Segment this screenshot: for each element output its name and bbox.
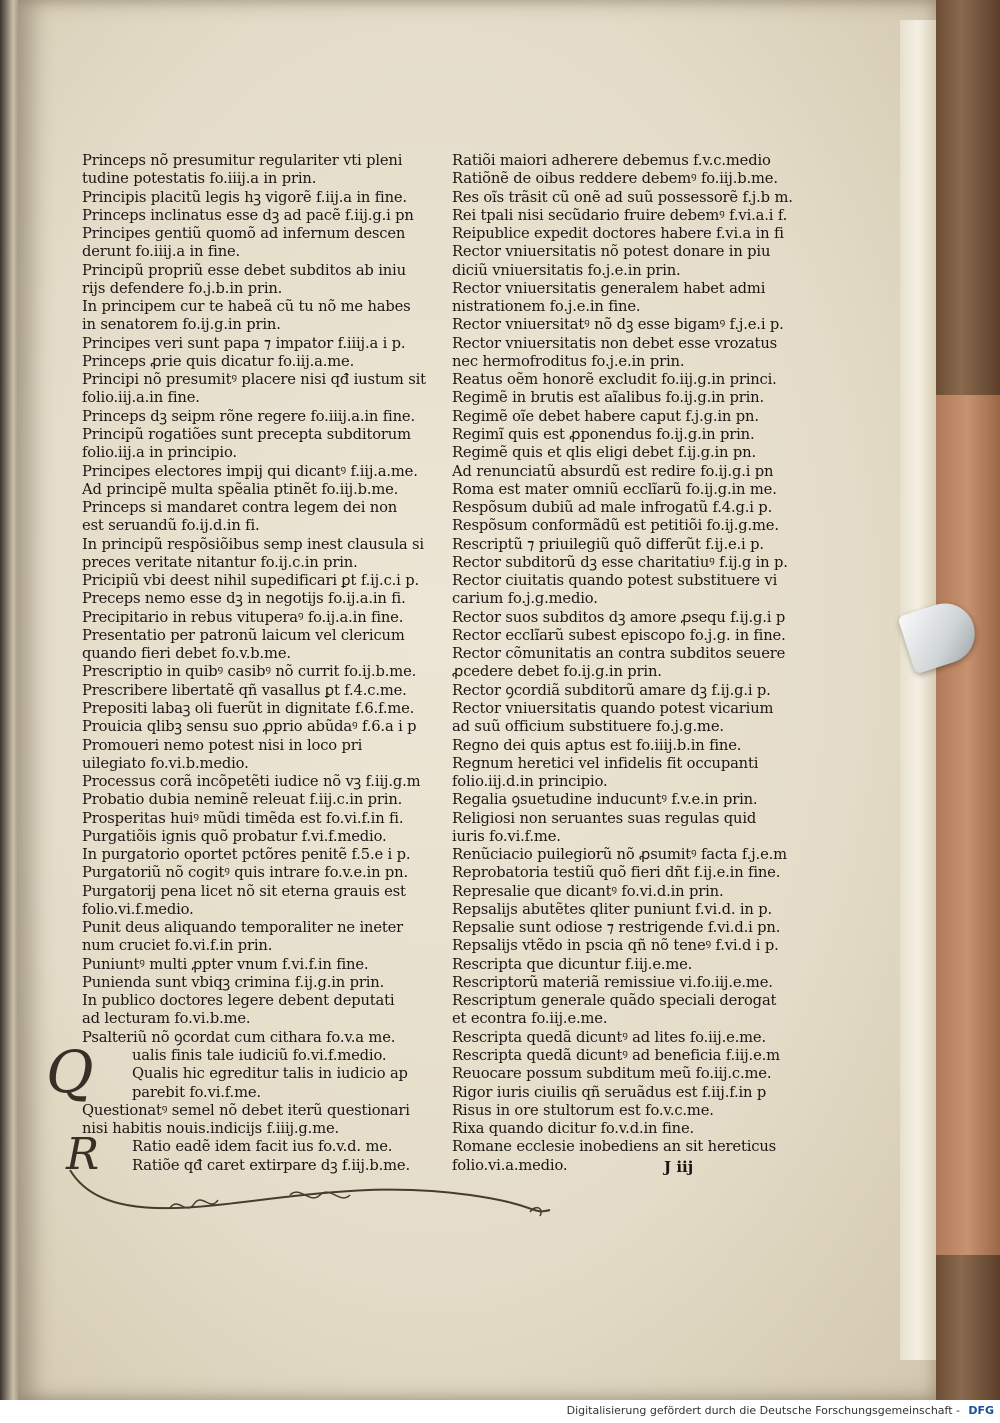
text-line: preces veritate nitantur fo.ij.c.in prin. — [82, 553, 358, 571]
text-line: nec hermofroditus fo.j.e.in prin. — [452, 352, 685, 370]
text-line: Principes veri sunt papa ⁊ impator f.iiij.a i p. — [82, 334, 406, 352]
text-line: ꝓcedere debet fo.ij.g.in prin. — [452, 663, 662, 681]
text-line: Regimẽ quis et qlis eligi debet f.ij.g.in pn. — [452, 444, 756, 462]
text-line: nistrationem fo.j.e.in fine. — [452, 298, 641, 316]
text-line: Principi nõ presumitꝰ placere nisi qđ iustum sit — [82, 371, 426, 389]
text-line: Probatio dubia neminẽ releuat f.iij.c.in prin. — [82, 791, 403, 809]
page-fold — [900, 20, 936, 1360]
text-line: Preceps nemo esse dꝫ in negotijs fo.ij.a.in fi. — [82, 590, 406, 608]
text-line: Principũ propriũ esse debet subditos ab iniu — [82, 261, 406, 279]
text-line: Repsalie sunt odiose ⁊ restrigende f.vi.d.i pn. — [452, 919, 781, 937]
text-line: diciũ vniuersitatis fo.j.e.in prin. — [452, 261, 681, 279]
text-line: Rector suos subditos dꝫ amore ꝓsequ f.ij.g.i p — [452, 608, 786, 626]
text-line: Presentatio per patronũ laicum vel clericum — [82, 626, 405, 644]
text-line: Rei tpali nisi secũdario fruire debemꝰ f.vi.a.i f. — [452, 206, 788, 224]
pen-flourish — [60, 1140, 580, 1250]
text-line: Purgatorij pena licet nõ sit eterna grauis est — [82, 882, 406, 900]
text-column-right — [452, 152, 793, 1175]
text-line: uilegiato fo.vi.b.medio. — [82, 754, 249, 772]
text-line: Prosperitas huiꝰ mũdi timẽda est fo.vi.f.in fi. — [82, 809, 404, 827]
text-line: Rector vniuersitatis nõ potest donare in piu — [452, 243, 771, 261]
text-line: Renũciacio puilegiorũ nõ ꝓsumitꝰ facta f.j.e.m — [452, 846, 787, 864]
text-line: Rescripta quedã dicuntꝰ ad beneficia f.iij.e.m — [452, 1047, 780, 1065]
text-line: Regno dei quis aptus est fo.iiij.b.in fine. — [452, 736, 742, 754]
text-line: Pricipiũ vbi deest nihil supedificari ꝑt f.ij.c.i p. — [82, 572, 420, 590]
text-line: Questionatꝰ semel nõ debet iterũ questionari — [82, 1101, 410, 1119]
text-line: folio.iij.d.in principio. — [452, 773, 608, 791]
text-line: Princeps dꝫ seipm rõne regere fo.iiij.a.in fine. — [82, 407, 415, 425]
text-line: Represalie que dicantꝰ fo.vi.d.in prin. — [452, 882, 724, 900]
text-line: In principũ respõsiõibus semp inest clausula si — [82, 535, 424, 553]
text-line: Qualis hic egreditur talis in iudicio ap — [132, 1065, 408, 1083]
text-line: folio.iij.a in principio. — [82, 444, 237, 462]
text-line: Precipitario in rebus vituperaꝰ fo.ij.a.in fine. — [82, 608, 404, 626]
text-line: parebit fo.vi.f.me. — [132, 1083, 261, 1101]
text-line: Princeps inclinatus esse dꝫ ad pacẽ f.iij.g.i pn — [82, 206, 414, 224]
text-line: Rector vniuersitatꝰ nõ dꝫ esse bigamꝰ f.j.e.i p. — [452, 316, 784, 334]
text-line: Psalteriũ nõ ꝯcordat cum cithara fo.v.a me. — [82, 1028, 396, 1046]
text-line: Romane ecclesie inobediens an sit hereticus — [452, 1138, 777, 1156]
text-line: Roma est mater omniũ ecclĩarũ fo.ij.g.in me. — [452, 480, 777, 498]
text-line: ualis finis tale iudiciũ fo.vi.f.medio. — [132, 1047, 387, 1065]
text-line: Punit deus aliquando temporaliter ne ineter — [82, 919, 404, 937]
text-line: Rescripta quedã dicuntꝰ ad lites fo.iij.e.me. — [452, 1028, 766, 1046]
text-line: Regimĩ quis est ꝓponendus fo.ij.g.in prin. — [452, 425, 755, 443]
text-line: derunt fo.iiij.a in fine. — [82, 243, 241, 261]
text-line: Princeps ꝓrie quis dicatur fo.iij.a.me. — [82, 352, 355, 370]
text-line: Rector ciuitatis quando potest substituere vi — [452, 572, 778, 590]
decorated-initial-r: R — [66, 1129, 100, 1180]
text-line: Religiosi non seruantes suas regulas quid — [452, 809, 757, 827]
text-line: Rector vniuersitatis quando potest vicarium — [452, 699, 774, 717]
text-line: Principũ rogatiões sunt precepta subditorum — [82, 425, 411, 443]
text-line: Punienda sunt vbiqꝫ crimina f.ij.g.in prin. — [82, 973, 385, 991]
text-line: Rector ꝯcordiã subditorũ amare dꝫ f.ij.g.i p. — [452, 681, 771, 699]
text-line: Ratiõi maiori adherere debemus f.v.c.medio — [452, 152, 771, 169]
text-line: Prepositi labaꝫ oli fuerũt in dignitate f.6.f.me. — [82, 699, 415, 717]
text-line: et econtra fo.iij.e.me. — [452, 1010, 608, 1028]
text-line: Rector cõmunitatis an contra subditos seuere — [452, 645, 786, 663]
text-line: Principes gentiũ quomõ ad infernum descen — [82, 225, 406, 243]
text-line: Puniuntꝰ multi ꝓpter vnum f.vi.f.in fine. — [82, 955, 369, 973]
text-line: In purgatorio oportet pctõres penitẽ f.5.e i p. — [82, 846, 411, 864]
text-line: Rescripta que dicuntur f.iij.e.me. — [452, 955, 693, 973]
text-line: Reprobatoria testiũ quõ fieri dñt f.ij.e.in fine. — [452, 864, 781, 882]
text-line: Res oĩs trãsit cũ onẽ ad suũ possessorẽ f.j.b m. — [452, 188, 793, 206]
text-line: Respõsum conformãdũ est petitiõi fo.ij.g.me. — [452, 517, 779, 535]
text-line: Prouicia qlibꝫ sensu suo ꝓprio abũdaꝰ f.6.a i p — [82, 718, 417, 736]
text-line: Respõsum dubiũ ad male infrogatũ f.4.g.i p. — [452, 499, 773, 517]
text-line: In principem cur te habeã cũ tu nõ me habes — [82, 298, 411, 316]
cover-board-edge — [935, 395, 1000, 1255]
text-line: Ratiõnẽ de oibus reddere debemꝰ fo.iij.b.me. — [452, 170, 778, 188]
decorated-initial-q: Q — [46, 1038, 94, 1106]
text-line: iuris fo.vi.f.me. — [452, 827, 561, 845]
text-line: carium fo.j.g.medio. — [452, 590, 598, 608]
dfg-logo: DFG — [968, 1404, 994, 1417]
text-line: in senatorem fo.ij.g.in prin. — [82, 316, 281, 334]
text-line: Reatus oẽm honorẽ excludit fo.iij.g.in princi. — [452, 371, 777, 389]
text-line: ad lecturam fo.vi.b.me. — [82, 1010, 251, 1028]
text-line: Processus corã incõpetẽti iudice nõ vꝫ f.iij.g.m — [82, 773, 421, 791]
text-line: rijs defendere fo.j.b.in prin. — [82, 279, 283, 297]
text-line: Reipublice expedit doctores habere f.vi.a in fi — [452, 225, 784, 243]
footer-bar — [0, 1400, 1000, 1423]
text-line: Rescriptorũ materiã remissiue vi.fo.iij.e.me. — [452, 973, 773, 991]
text-line: Ratiõe qđ caret extirpare dꝫ f.iij.b.me. — [132, 1156, 410, 1174]
book-cover-board — [935, 0, 1000, 1400]
text-line: Rector ecclĩarũ subest episcopo fo.j.g. in fine. — [452, 626, 786, 644]
text-line: Risus in ore stultorum est fo.v.c.me. — [452, 1101, 714, 1119]
text-line: Purgatoriũ nõ cogitꝰ quis intrare fo.v.e.in pn. — [82, 864, 408, 882]
text-line: In publico doctores legere debent deputati — [82, 992, 395, 1010]
text-line: folio.vi.f.medio. — [82, 900, 194, 918]
text-line: nisi habitis nouis.indicijs f.iiij.g.me. — [82, 1120, 340, 1138]
text-line: ad suũ officium substituere fo.j.g.me. — [452, 718, 724, 736]
text-line: Rector vniuersitatis non debet esse vrozatus — [452, 334, 778, 352]
text-line: Ad renunciatũ absurdũ est redire fo.ij.g.i pn — [452, 462, 774, 480]
text-line: Principes electores impij qui dicantꝰ f.iij.a.me. — [82, 462, 418, 480]
text-line: Purgatiõis ignis quõ probatur f.vi.f.medio. — [82, 827, 387, 845]
text-line: Principis placitũ legis hꝫ vigorẽ f.iij.a in fine. — [82, 188, 407, 206]
text-line: num cruciet fo.vi.f.in prin. — [82, 937, 273, 955]
footer-credit: Digitalisierung gefördert durch die Deutsche Forschungsgemeinschaft - — [566, 1404, 960, 1417]
text-line: Prescriptio in quibꝰ casibꝰ nõ currit fo.ij.b.me. — [82, 663, 417, 681]
text-line: Rescriptũ ⁊ priuilegiũ quõ differũt f.ij.e.i p. — [452, 535, 764, 553]
text-line: Princeps si mandaret contra legem dei non — [82, 499, 398, 517]
text-line: Rigor iuris ciuilis qñ seruãdus est f.iij.f.in p — [452, 1083, 767, 1101]
text-line: tudine potestatis fo.iiij.a in prin. — [82, 170, 317, 188]
text-column-left — [82, 152, 426, 1175]
text-line: folio.iij.a.in fine. — [82, 389, 200, 407]
text-line: folio.vi.a.medio. — [452, 1156, 568, 1174]
text-line: est seruandũ fo.ij.d.in fi. — [82, 517, 260, 535]
text-line: Promoueri nemo potest nisi in loco pri — [82, 736, 363, 754]
text-line: Rescriptum generale quãdo speciali derogat — [452, 992, 777, 1010]
text-line: Princeps nõ presumitur regulariter vti pleni — [82, 152, 403, 169]
text-line: Regnum heretici vel infidelis fit occupanti — [452, 754, 759, 772]
text-line: Ratio eadẽ idem facit ius fo.v.d. me. — [132, 1138, 393, 1156]
text-line: Rector vniuersitatis generalem habet admi — [452, 279, 766, 297]
text-line: Regimẽ in brutis est aĩalibus fo.ij.g.in prin. — [452, 389, 764, 407]
text-line: Repsalijs abutẽtes qliter puniunt f.vi.d. in p. — [452, 900, 773, 918]
text-line: Rector subditorũ dꝫ esse charitatiuꝰ f.ij.g in p. — [452, 553, 788, 571]
text-line: quando fieri debet fo.v.b.me. — [82, 645, 291, 663]
text-line: Rixa quando dicitur fo.v.d.in fine. — [452, 1120, 695, 1138]
signature-mark: J iij — [664, 1158, 694, 1176]
text-line: Regimẽ oĩe debet habere caput f.j.g.in pn. — [452, 407, 759, 425]
text-line: Prescribere libertatẽ qñ vasallus ꝑt f.4.c.me. — [82, 681, 407, 699]
text-line: Repsalijs vtẽdo in pscia qñ nõ teneꝰ f.vi.d i p. — [452, 937, 779, 955]
text-line: Ad principẽ multa spẽalia ptinẽt fo.iij.b.me. — [82, 480, 399, 498]
text-line: Reuocare possum subditum meũ fo.iij.c.me. — [452, 1065, 772, 1083]
text-line: Regalia ꝯsuetudine inducuntꝰ f.v.e.in prin. — [452, 791, 758, 809]
